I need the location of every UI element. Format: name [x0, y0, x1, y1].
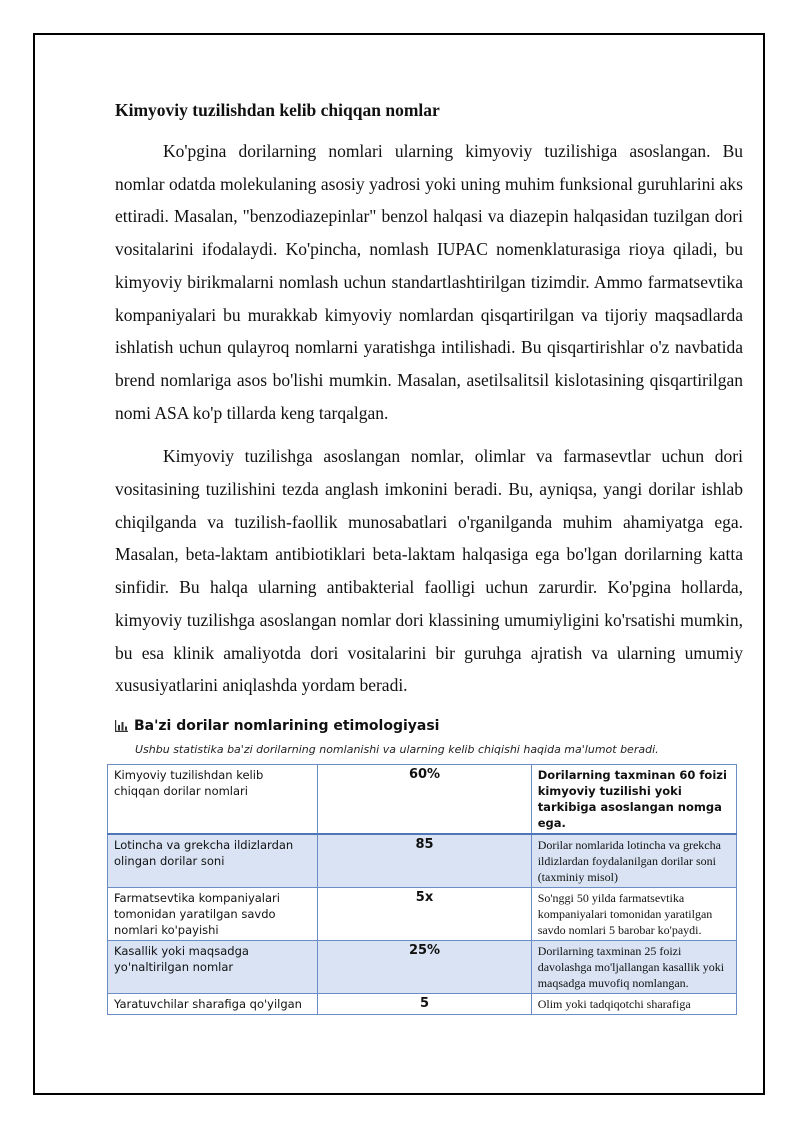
row-label: Yaratuvchilar sharafiga qo'yilgan — [108, 993, 318, 1014]
table-row — [108, 993, 737, 1014]
row-description: So'nggi 50 yilda farmatsevtika kompaniyalari tomonidan yaratilgan savdo nomlari 5 barobar ko'paydi. — [531, 887, 736, 940]
statistics-title — [115, 715, 743, 737]
table-row — [108, 764, 737, 834]
row-value: 85 — [318, 834, 531, 888]
row-value: 60% — [318, 764, 531, 834]
table-row — [108, 834, 737, 888]
statistics-title-text: Ba'zi dorilar nomlarining etimologiyasi — [134, 717, 440, 734]
bar-chart-icon — [115, 720, 128, 732]
row-description: Dorilar nomlarida lotincha va grekcha ildizlardan foydalanilgan dorilar soni (taxminiy misol) — [531, 834, 736, 888]
row-label: Kasallik yoki maqsadga yo'naltirilgan nomlar — [108, 940, 318, 993]
paragraph-2: Kimyoviy tuzilishga asoslangan nomlar, olimlar va farmasevtlar uchun dori vositasining tuzilishini tezda anglash imkonini beradi. Bu, ayniqsa, yangi dorilar ishlab chiqilganda va tuzilish-faollik munosabatlari o'rganilganda muhim ahamiyatga ega. Masalan, beta-laktam antibiotiklari beta-laktam halqasiga ega bo'lgan dorilarning katta sinfidir. Bu halqa ularning antibakterial faolligi uchun zarurdir. Ko'pgina hollarda, kimyoviy tuzilishga asoslangan nomlar dori klassining umumiyligini ko'rsatishi mumkin, bu esa klinik amaliyotda dori vositalarini bir guruhga ajratish va ularning umumiy xususiyatlarini aniqlashda yordam beradi. — [115, 446, 743, 696]
row-value: 25% — [318, 940, 531, 993]
row-description: Olim yoki tadqiqotchi sharafiga — [531, 993, 736, 1014]
row-label: Farmatsevtika kompaniyalari tomonidan yaratilgan savdo nomlari ko'payishi — [108, 887, 318, 940]
document-content — [115, 97, 743, 1015]
statistics-table — [107, 764, 737, 1015]
paragraph-1: Ko'pgina dorilarning nomlari ularning kimyoviy tuzilishiga asoslangan. Bu nomlar odatda molekulaning asosiy yadrosi yoki uning muhim funksional guruhlarini aks ettiradi. Masalan, "benzodiazepinlar" benzol halqasi va diazepin halqasidan tuzilgan dori vositalarini ifodalaydi. Ko'pincha, nomlash IUPAC nomenklaturasiga rioya qiladi, bu kimyoviy birikmalarni nomlash uchun standartlashtirilgan tizimdir. Ammo farmatsevtika kompaniyalari bu murakkab kimyoviy nomlardan qisqartirilgan va tijoriy maqsadlarda ishlatish uchun qulayroq nomlarni yaratishga intilishadi. Bu qisqartirishlar o'z navbatida brend nomlariga asos bo'lishi mumkin. Masalan, asetilsalitsil kislotasining qisqartirilgan nomi ASA ko'p tillarda keng tarqalgan. — [115, 141, 743, 423]
row-value: 5 — [318, 993, 531, 1014]
row-description: Dorilarning taxminan 25 foizi davolashga mo'ljallangan kasallik yoki maqsadga muvofiq nomlangan. — [531, 940, 736, 993]
row-label: Lotincha va grekcha ildizlardan olingan dorilar soni — [108, 834, 318, 888]
table-row — [108, 940, 737, 993]
row-value: 5x — [318, 887, 531, 940]
table-row — [108, 887, 737, 940]
row-label: Kimyoviy tuzilishdan kelib chiqqan dorilar nomlari — [108, 764, 318, 834]
row-description: Dorilarning taxminan 60 foizi kimyoviy tuzilishi yoki tarkibiga asoslangan nomga ega. — [531, 764, 736, 834]
statistics-subtitle: Ushbu statistika ba'zi dorilarning nomlanishi va ularning kelib chiqishi haqida ma'lumot beradi. — [135, 742, 659, 756]
section-heading: Kimyoviy tuzilishdan kelib chiqqan nomlar — [115, 100, 440, 120]
